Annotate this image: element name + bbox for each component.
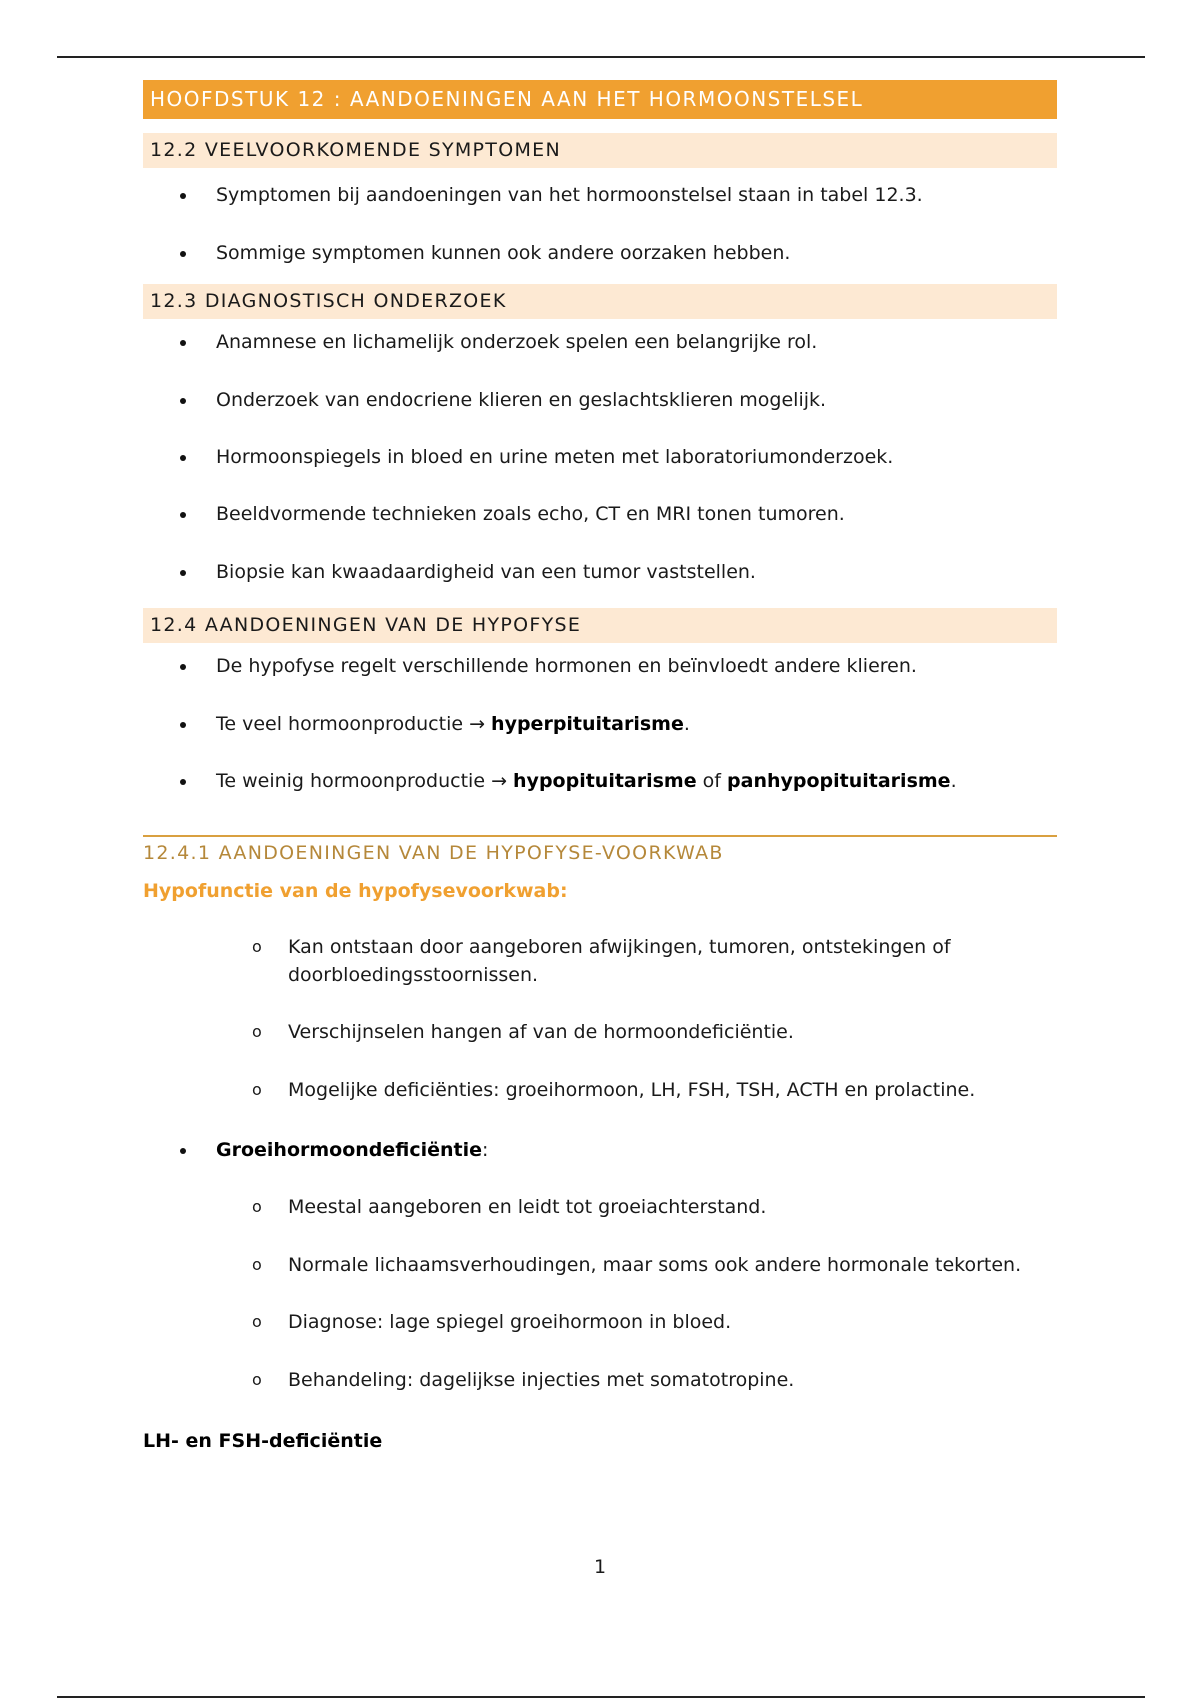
section-12-3-heading: 12.3 DIAGNOSTISCH ONDERZOEK: [143, 284, 1057, 319]
list-item: Beeldvormende technieken zoals echo, CT en MRI tonen tumoren.: [143, 500, 1057, 528]
bullet-icon: [180, 664, 186, 670]
list-item: o Verschijnselen hangen af van de hormoondeficiëntie.: [143, 1018, 1057, 1046]
bullet-icon: [180, 722, 186, 728]
bottom-rule: [57, 1696, 1145, 1698]
list-item: Te veel hormoonproductie → hyperpituitarisme.: [143, 710, 1057, 738]
section-12-2-list: [143, 181, 1057, 267]
circle-bullet-icon: o: [252, 1197, 262, 1216]
list-item: Onderzoek van endocriene klieren en geslachtsklieren mogelijk.: [143, 386, 1057, 414]
list-item: o Meestal aangeboren en leidt tot groeiachterstand.: [143, 1193, 1057, 1221]
lh-fsh-heading: LH- en FSH-deficiëntie: [143, 1430, 383, 1452]
bullet-icon: [180, 251, 186, 257]
circle-bullet-icon: o: [252, 1255, 262, 1274]
bullet-icon: [180, 512, 186, 518]
section-12-4-heading: 12.4 AANDOENINGEN VAN DE HYPOFYSE: [143, 608, 1057, 643]
list-item: o Mogelijke deficiënties: groeihormoon, LH, FSH, TSH, ACTH en prolactine.: [143, 1076, 1057, 1104]
bullet-icon: [180, 1148, 186, 1154]
list-item: De hypofyse regelt verschillende hormonen en beïnvloedt andere klieren.: [143, 652, 1057, 680]
bullet-icon: [180, 570, 186, 576]
list-item: Anamnese en lichamelijk onderzoek spelen een belangrijke rol.: [143, 328, 1057, 356]
bullet-icon: [180, 779, 186, 785]
list-item: Symptomen bij aandoeningen van het hormoonstelsel staan in tabel 12.3.: [143, 181, 1057, 209]
chapter-heading: HOOFDSTUK 12 : AANDOENINGEN AAN HET HORMOONSTELSEL: [143, 80, 1057, 119]
list-item: Hormoonspiegels in bloed en urine meten met laboratoriumonderzoek.: [143, 443, 1057, 471]
circle-bullet-icon: o: [252, 1080, 262, 1099]
circle-bullet-icon: o: [252, 937, 262, 956]
top-rule: [57, 56, 1145, 58]
list-item: o Behandeling: dagelijkse injecties met somatotropine.: [143, 1366, 1057, 1394]
circle-bullet-icon: o: [252, 1370, 262, 1389]
list-item: Te weinig hormoonproductie → hypopituitarisme of panhypopituitarisme.: [143, 767, 1057, 795]
subsection-12-4-1-heading: 12.4.1 AANDOENINGEN VAN DE HYPOFYSE-VOORKWAB: [143, 835, 1057, 866]
groeihormoon-list: [143, 1136, 1057, 1164]
section-12-2-heading: 12.2 VEELVOORKOMENDE SYMPTOMEN: [143, 133, 1057, 168]
bullet-icon: [180, 193, 186, 199]
section-12-4-list: [143, 652, 1057, 795]
list-item: o Diagnose: lage spiegel groeihormoon in bloed.: [143, 1308, 1057, 1336]
bullet-icon: [180, 398, 186, 404]
list-item: o Kan ontstaan door aangeboren afwijkingen, tumoren, ontstekingen of doorbloedingsstoornissen.: [143, 933, 1057, 989]
list-item: Biopsie kan kwaadaardigheid van een tumor vaststellen.: [143, 558, 1057, 586]
bullet-icon: [180, 340, 186, 346]
page-number: 1: [593, 1556, 607, 1578]
circle-bullet-icon: o: [252, 1312, 262, 1331]
bullet-icon: [180, 455, 186, 461]
list-item: Sommige symptomen kunnen ook andere oorzaken hebben.: [143, 239, 1057, 267]
groeihormoon-sublist: [143, 1193, 1057, 1394]
circle-bullet-icon: o: [252, 1022, 262, 1041]
list-item: o Normale lichaamsverhoudingen, maar soms ook andere hormonale tekorten.: [143, 1251, 1057, 1279]
section-12-3-list: [143, 328, 1057, 586]
hypofunctie-list: [143, 933, 1057, 1104]
subsection-subtitle: Hypofunctie van de hypofysevoorkwab:: [143, 880, 568, 902]
document-body: [143, 80, 1057, 1454]
list-item: Groeihormoondeficiëntie:: [143, 1136, 1057, 1164]
